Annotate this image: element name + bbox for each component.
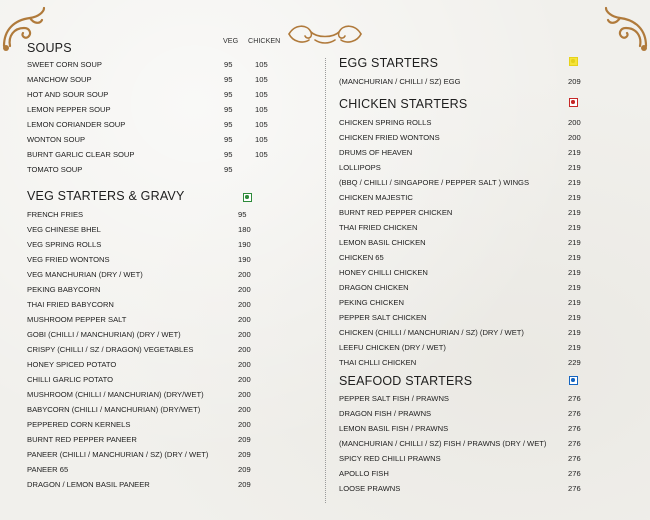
menu-item-name: LEMON CORIANDER SOUP xyxy=(27,120,126,129)
price: 219 xyxy=(568,208,581,217)
price: 209 xyxy=(238,465,251,474)
price: 276 xyxy=(568,454,581,463)
veg-price: 95 xyxy=(224,165,233,174)
price: 200 xyxy=(238,375,251,384)
menu-item-name: (BBQ / CHILLI / SINGAPORE / PEPPER SALT ) WINGS xyxy=(339,178,530,187)
menu-item-name: VEG SPRING ROLLS xyxy=(27,240,102,249)
menu-item-name: DRAGON / LEMON BASIL PANEER xyxy=(27,480,150,489)
price: 200 xyxy=(238,405,251,414)
menu-item-name: (MANCHURIAN / CHILLI / SZ) EGG xyxy=(339,77,461,86)
price: 190 xyxy=(238,240,251,249)
price: 200 xyxy=(238,270,251,279)
menu-item xyxy=(27,390,317,404)
menu-item-name: HONEY SPICED POTATO xyxy=(27,360,117,369)
price: 200 xyxy=(568,133,581,142)
veg-badge-icon xyxy=(243,193,252,202)
menu-item-name: WONTON SOUP xyxy=(27,135,86,144)
chicken-price: 105 xyxy=(255,105,268,114)
price: 276 xyxy=(568,484,581,493)
menu-item xyxy=(339,208,629,222)
menu-item xyxy=(339,394,629,408)
chicken-price: 105 xyxy=(255,75,268,84)
menu-item-name: LEMON BASIL FISH / PRAWNS xyxy=(339,424,449,433)
menu-item-name: VEG MANCHURIAN (DRY / WET) xyxy=(27,270,143,279)
menu-item-name: GOBI (CHILLI / MANCHURIAN) (DRY / WET) xyxy=(27,330,181,339)
menu-item-name: PANEER 65 xyxy=(27,465,69,474)
menu-item xyxy=(27,240,317,254)
menu-item xyxy=(339,469,629,483)
menu-item xyxy=(339,238,629,252)
menu-item-name: PEPPERED CORN KERNELS xyxy=(27,420,131,429)
menu-item xyxy=(27,405,317,419)
menu-item-name: CHICKEN (CHILLI / MANCHURIAN / SZ) (DRY / WET) xyxy=(339,328,524,337)
veg-price: 95 xyxy=(224,120,233,129)
menu-item-name: LEMON PEPPER SOUP xyxy=(27,105,111,114)
column-divider xyxy=(325,58,327,503)
menu-item xyxy=(339,343,629,357)
menu-item-name: CHICKEN MAJESTIC xyxy=(339,193,413,202)
menu-item xyxy=(339,424,629,438)
section-title-seafood-starters: SEAFOOD STARTERS xyxy=(339,374,473,388)
menu-item xyxy=(339,148,629,162)
chicken-price: 105 xyxy=(255,90,268,99)
menu-item xyxy=(339,409,629,423)
menu-item xyxy=(339,283,629,297)
menu-item xyxy=(339,178,629,192)
menu-item-name: BURNT GARLIC CLEAR SOUP xyxy=(27,150,135,159)
price: 219 xyxy=(568,223,581,232)
menu-item xyxy=(27,360,317,374)
menu-item-name: PEKING CHICKEN xyxy=(339,298,404,307)
veg-price: 95 xyxy=(224,90,233,99)
menu-item-name: PEKING BABYCORN xyxy=(27,285,101,294)
menu-item xyxy=(339,298,629,312)
menu-item-name: VEG CHINESE BHEL xyxy=(27,225,101,234)
menu-item xyxy=(27,210,317,224)
price: 219 xyxy=(568,178,581,187)
menu-item xyxy=(27,135,317,149)
section-title-veg-starters: VEG STARTERS & GRAVY xyxy=(27,189,185,203)
center-flourish-icon xyxy=(285,20,365,48)
price: 229 xyxy=(568,358,581,367)
menu-item-name: CHICKEN FRIED WONTONS xyxy=(339,133,440,142)
menu-item-name: BURNT RED PEPPER PANEER xyxy=(27,435,137,444)
menu-item-name: APOLLO FISH xyxy=(339,469,389,478)
menu-item-name: CHILLI GARLIC POTATO xyxy=(27,375,114,384)
menu-item-name: MUSHROOM (CHILLI / MANCHURIAN) (DRY/WET) xyxy=(27,390,204,399)
menu-item xyxy=(339,454,629,468)
column-header-chicken: CHICKEN xyxy=(248,36,281,45)
menu-item xyxy=(339,484,629,498)
price: 190 xyxy=(238,255,251,264)
column-header-veg: VEG xyxy=(223,36,239,45)
menu-item xyxy=(27,105,317,119)
menu-item-name: VEG FRIED WONTONS xyxy=(27,255,110,264)
menu-item-name: SWEET CORN SOUP xyxy=(27,60,102,69)
price: 200 xyxy=(238,345,251,354)
menu-item xyxy=(27,150,317,164)
section-title-chicken-starters: CHICKEN STARTERS xyxy=(339,97,468,111)
menu-item-name: LOLLIPOPS xyxy=(339,163,381,172)
price: 180 xyxy=(238,225,251,234)
menu-item-name: PEPPER SALT FISH / PRAWNS xyxy=(339,394,449,403)
menu-item xyxy=(27,375,317,389)
menu-item-name: LOOSE PRAWNS xyxy=(339,484,401,493)
menu-item-name: FRENCH FRIES xyxy=(27,210,84,219)
chicken-price: 105 xyxy=(255,150,268,159)
menu-item xyxy=(27,345,317,359)
menu-item-name: DRAGON FISH / PRAWNS xyxy=(339,409,432,418)
price: 95 xyxy=(238,210,247,219)
menu-item xyxy=(27,450,317,464)
price: 200 xyxy=(238,330,251,339)
menu-item xyxy=(27,465,317,479)
menu-item xyxy=(27,60,317,74)
veg-price: 95 xyxy=(224,75,233,84)
section-title-egg-starters: EGG STARTERS xyxy=(339,56,439,70)
menu-item xyxy=(27,120,317,134)
menu-item-name: BURNT RED PEPPER CHICKEN xyxy=(339,208,453,217)
menu-item xyxy=(339,77,629,91)
menu-item xyxy=(339,193,629,207)
chicken-price: 105 xyxy=(255,60,268,69)
menu-item xyxy=(339,133,629,147)
price: 209 xyxy=(238,435,251,444)
price: 276 xyxy=(568,469,581,478)
price: 200 xyxy=(238,300,251,309)
veg-price: 95 xyxy=(224,60,233,69)
menu-item-name: DRAGON CHICKEN xyxy=(339,283,409,292)
menu-item-name: SPICY RED CHILLI PRAWNS xyxy=(339,454,441,463)
menu-item-name: PANEER (CHILLI / MANCHURIAN / SZ) (DRY / WET) xyxy=(27,450,209,459)
menu-item-name: LEMON BASIL CHICKEN xyxy=(339,238,426,247)
menu-item-name: PEPPER SALT CHICKEN xyxy=(339,313,427,322)
chicken-badge-icon xyxy=(569,98,578,107)
price: 219 xyxy=(568,193,581,202)
menu-item-name: CRISPY (CHILLI / SZ / DRAGON) VEGETABLES xyxy=(27,345,194,354)
chicken-price: 105 xyxy=(255,135,268,144)
menu-item-name: THAI FRIED CHICKEN xyxy=(339,223,418,232)
menu-item xyxy=(339,118,629,132)
menu-item xyxy=(27,255,317,269)
price: 200 xyxy=(238,315,251,324)
menu-item xyxy=(27,330,317,344)
price: 276 xyxy=(568,424,581,433)
menu-item xyxy=(27,90,317,104)
seafood-badge-icon xyxy=(569,376,578,385)
menu-item-name: LEEFU CHICKEN (DRY / WET) xyxy=(339,343,446,352)
menu-item-name: CHICKEN 65 xyxy=(339,253,384,262)
price: 219 xyxy=(568,283,581,292)
menu-item-name: BABYCORN (CHILLI / MANCHURIAN) (DRY/WET) xyxy=(27,405,201,414)
price: 200 xyxy=(238,285,251,294)
price: 209 xyxy=(568,77,581,86)
veg-price: 95 xyxy=(224,150,233,159)
price: 219 xyxy=(568,313,581,322)
price: 219 xyxy=(568,163,581,172)
menu-item xyxy=(27,480,317,494)
price: 219 xyxy=(568,238,581,247)
price: 209 xyxy=(238,450,251,459)
menu-item xyxy=(339,313,629,327)
corner-ornament-right-icon xyxy=(602,6,650,52)
price: 276 xyxy=(568,409,581,418)
price: 276 xyxy=(568,439,581,448)
price: 200 xyxy=(238,390,251,399)
price: 219 xyxy=(568,253,581,262)
menu-item xyxy=(339,253,629,267)
menu-item xyxy=(27,315,317,329)
price: 219 xyxy=(568,268,581,277)
price: 219 xyxy=(568,343,581,352)
menu-item xyxy=(339,223,629,237)
menu-item-name: (MANCHURIAN / CHILLI / SZ) FISH / PRAWNS (DRY / WET) xyxy=(339,439,547,448)
menu-item xyxy=(27,300,317,314)
menu-item-name: THAI CHLLI CHICKEN xyxy=(339,358,417,367)
price: 200 xyxy=(568,118,581,127)
price: 219 xyxy=(568,148,581,157)
menu-item xyxy=(27,225,317,239)
menu-item xyxy=(27,270,317,284)
menu-item-name: MUSHROOM PEPPER SALT xyxy=(27,315,127,324)
price: 219 xyxy=(568,328,581,337)
section-title-soups: SOUPS xyxy=(27,41,72,55)
price: 276 xyxy=(568,394,581,403)
menu-item xyxy=(339,358,629,372)
menu-item xyxy=(339,163,629,177)
menu-item xyxy=(27,420,317,434)
egg-badge-icon xyxy=(569,57,578,66)
menu-item xyxy=(339,328,629,342)
menu-item xyxy=(27,75,317,89)
menu-item-name: MANCHOW SOUP xyxy=(27,75,92,84)
menu-item xyxy=(27,165,317,179)
price: 209 xyxy=(238,480,251,489)
menu-item xyxy=(339,268,629,282)
menu-item-name: DRUMS OF HEAVEN xyxy=(339,148,413,157)
menu-item-name: TOMATO SOUP xyxy=(27,165,83,174)
price: 200 xyxy=(238,420,251,429)
menu-item-name: CHICKEN SPRING ROLLS xyxy=(339,118,432,127)
price: 200 xyxy=(238,360,251,369)
chicken-price: 105 xyxy=(255,120,268,129)
veg-price: 95 xyxy=(224,135,233,144)
menu-item xyxy=(339,439,629,453)
menu-item-name: HONEY CHILLI CHICKEN xyxy=(339,268,428,277)
menu-item-name: HOT AND SOUR SOUP xyxy=(27,90,109,99)
menu-item-name: THAI FRIED BABYCORN xyxy=(27,300,114,309)
menu-item xyxy=(27,435,317,449)
veg-price: 95 xyxy=(224,105,233,114)
menu-item xyxy=(27,285,317,299)
price: 219 xyxy=(568,298,581,307)
